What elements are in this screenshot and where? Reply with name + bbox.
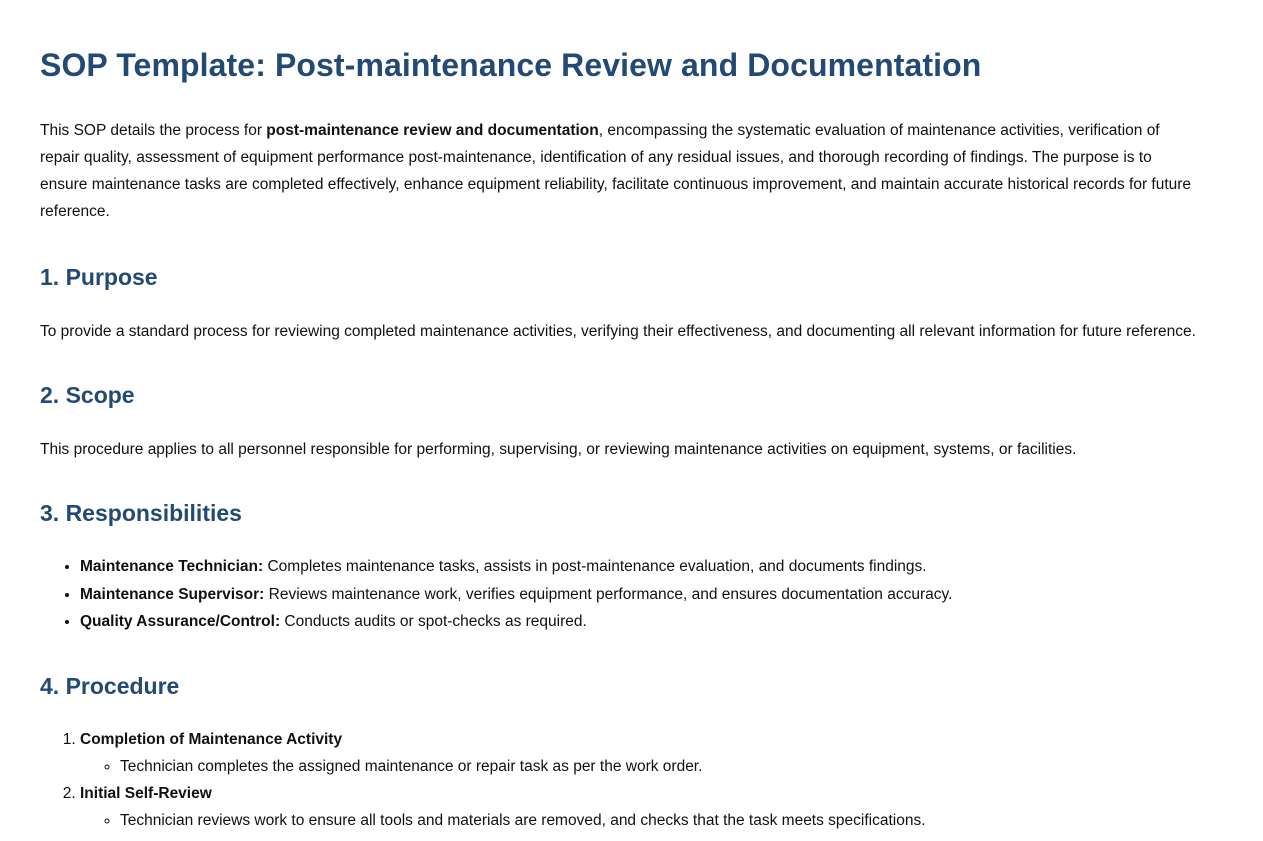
role-description: Conducts audits or spot-checks as required. [280, 613, 587, 631]
intro-text-end: , encompassing the systematic evaluation of maintenance activities, verification of repair quality, assessment of equipment performance post-maintenance, identification of any residual issues, and thorough recording of findings. The purpose is to ensure maintenance tasks are completed effectively, enhance equipment reliability, facilitate continuous improvement, and maintain accurate historical records for future reference. [40, 122, 1192, 221]
procedure-step [80, 726, 1223, 780]
section-heading-purpose: 1. Purpose [40, 264, 158, 291]
role-label: Maintenance Supervisor: [80, 585, 265, 603]
role-description: Reviews maintenance work, verifies equipment performance, and ensures documentation accuracy. [264, 585, 953, 603]
step-substeps [80, 807, 1223, 834]
role-label: Maintenance Technician: [80, 558, 264, 576]
purpose-paragraph: To provide a standard process for reviewing completed maintenance activities, verifying their effectiveness, and documenting all relevant information for future reference. [40, 322, 1196, 340]
intro-bold-text: post-maintenance review and documentation [266, 122, 599, 140]
step-substeps [80, 753, 1223, 780]
procedure-step [80, 780, 1223, 834]
intro-text-start: This SOP details the process for [40, 122, 267, 140]
section-heading-responsibilities: 3. Responsibilities [40, 499, 242, 526]
scope-paragraph: This procedure applies to all personnel responsible for performing, supervising, or reviewing maintenance activities on equipment, systems, or facilities. [40, 440, 1077, 458]
step-title: Initial Self-Review [80, 785, 212, 803]
procedure-steps [40, 726, 1223, 834]
intro-paragraph [40, 117, 1223, 225]
responsibilities-list [40, 553, 1223, 636]
section-heading-procedure: 4. Procedure [40, 672, 180, 699]
section-heading-scope: 2. Scope [40, 381, 135, 408]
role-label: Quality Assurance/Control: [80, 613, 281, 631]
substep-item: ◦ Technician reviews work to ensure all tools and materials are removed, and checks that the task meets specifications. [120, 807, 1223, 834]
page-title: SOP Template: Post-maintenance Review and Documentation [40, 47, 982, 83]
substep-item: ◦ Technician completes the assigned maintenance or repair task as per the work order. [120, 753, 1223, 780]
list-item [80, 581, 1223, 609]
step-title: Completion of Maintenance Activity [80, 731, 343, 749]
list-item [80, 553, 1223, 581]
role-description: Completes maintenance tasks, assists in post-maintenance evaluation, and documents findings. [263, 558, 927, 576]
list-item [80, 608, 1223, 636]
